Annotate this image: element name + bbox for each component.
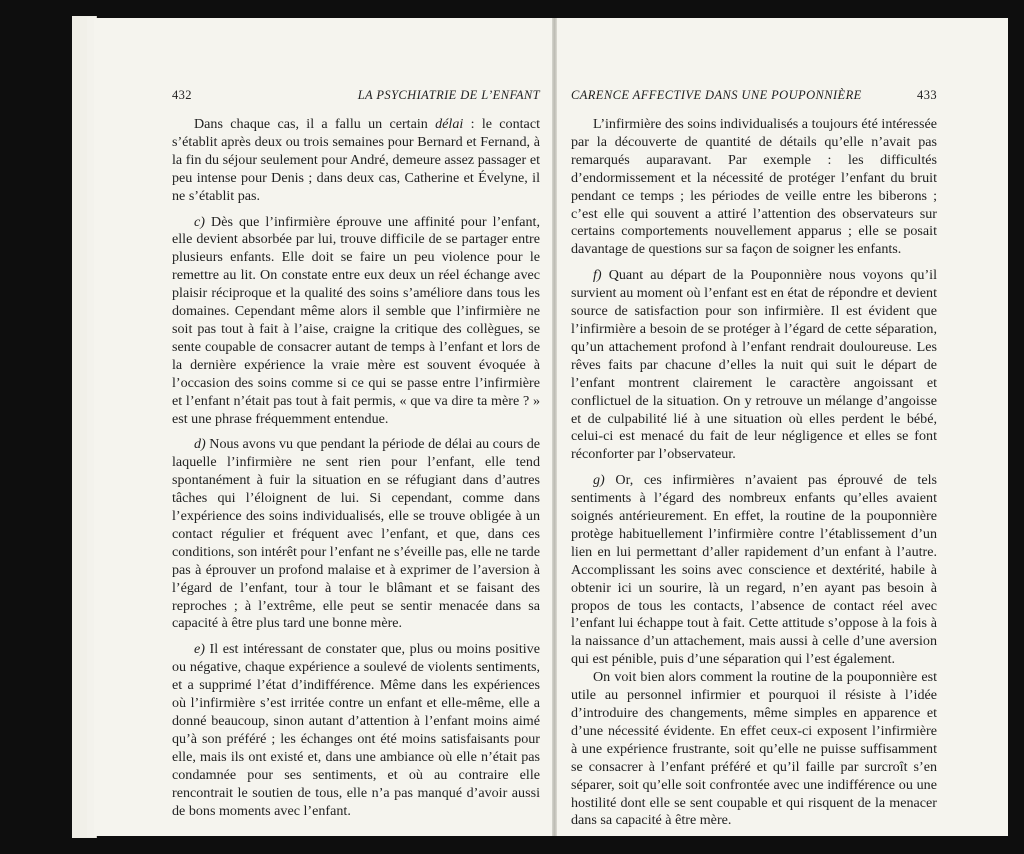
- paragraph-letter: f): [593, 267, 602, 284]
- right-running-title: CARENCE AFFECTIVE DANS UNE POUPONNIÈRE: [571, 88, 862, 102]
- left-page-number: 432: [172, 88, 192, 102]
- paragraph-g: g) Or, ces infirmières n’avaient pas éprouvé de tels sentiments à l’égard des nombreux enfants qu’elles avaient soignés antérieurement. En effet, la routine de la pouponnière protège habituellement l’infirmière contre l’établissement d’un lien en lui permettant d’aller rapidement d’un enfant à l’autre. Accomplissant les soins avec conscience et dextérité, habile à obtenir ici un sourire, là un regard, n’en ayant pas besoin à propos de tous les contacts, l’absence de contact réel avec l’enfant lui échappe tout à fait. Cette attitude s’oppose à la fois à la naissance d’un attachement, mais aussi à celle d’une aversion qui est pénible, puis d’une séparation qui l’est également.: [571, 472, 937, 668]
- paragraph: L’infirmière des soins individualisés a toujours été intéressée par la découverte de quantité de détails qu’elle n’avait pas remarqués auparavant. Par exemple : les difficultés d’endormissement et la nécessité de protéger l’enfant du bruit pendant ce temps ; les périodes de veille entre les biberons ; c’est elle qui souvent a attiré l’attention des observateurs sur certains comportements nouvellement apparus ; elle se posait davantage de questions sur sa façon de soigner les enfants.: [571, 116, 937, 258]
- left-running-title: LA PSYCHIATRIE DE L’ENFANT: [357, 88, 540, 102]
- right-page-number: 433: [917, 88, 937, 102]
- paragraph: On voit bien alors comment la routine de la pouponnière est utile au personnel infirmier et pourquoi il résiste à l’idée d’introduire des changements, même simples en apparence et d’une nécessité évidente. En effet ceux-ci exposent l’infirmière à une expérience frustrante, soit qu’elle ne puisse suffisamment se consacrer à l’enfant préféré et qu’il faille par surcroît s’en séparer, soit qu’elle soit confrontée avec une indifférence ou une hostilité dont elle se sent coupable et qui risquent de la menacer dans sa capacité à être mère.: [571, 669, 937, 829]
- left-text-column: [172, 116, 540, 828]
- paragraph-letter: e): [194, 641, 205, 658]
- paragraph-letter: d): [194, 436, 206, 453]
- book-gutter: [552, 18, 557, 836]
- paragraph-c: c) Dès que l’infirmière éprouve une affinité pour l’enfant, elle devient absorbée par lui, trouve difficile de se partager entre plusieurs enfants. Elle doit se faire un peu violence pour le remettre au lit. On constate entre eux deux un réel échange avec plaisir réciproque et la qualité des soins s’améliore dans tous les domaines. Cependant même alors il semble que l’infirmière ne soit pas tout à fait à l’aise, craigne la critique des collègues, se sente coupable de consacrer autant de temps à l’enfant et lors de la dernière expérience la vraie mère est souvent évoquée à l’occasion des soins comme si ce qui se passe entre l’infirmière et l’enfant n’était pas tout à fait permis, « que va dire ta mère ? » est une phrase fréquemment entendue.: [172, 213, 540, 427]
- paragraph-e: e) Il est intéressant de constater que, plus ou moins positive ou négative, chaque expérience a soulevé de violents sentiments, et a supprimé l’état d’indifférence. Même dans les expériences où l’infirmière s’est irritée contre un enfant et elle-même, elle a donné beaucoup, sinon autant d’attention à l’enfant moins aimé qu’à son préféré ; les échanges ont été moins satisfaisants pour elle, mais ils ont existé et, dans une ambiance où elle n’était pas condamnée pour ses sentiments, et où au contraire elle rencontrait le soutien de tous, elle n’a pas manqué d’avoir aussi de bons moments avec l’enfant.: [172, 641, 540, 819]
- emphasis-word: délai: [435, 116, 464, 132]
- paragraph-d: d) Nous avons vu que pendant la période de délai au cours de laquelle l’infirmière ne sent rien pour l’enfant, elle tend spontanément à fuir la situation en se réfugiant dans d’autres tâches qui l’éloignent de lui. Si cependant, comme dans l’expérience des soins individualisés, elle se trouve obligée à un contact régulier et fréquent avec l’enfant, et que, dans ces conditions, son intérêt pour l’enfant ne s’éveille pas, elle ne tarde pas à éprouver un profond malaise et à exprimer de l’aversion à l’égard de l’enfant, tour à tour le blâmant et se faisant des reproches ; à l’extrême, elle peut se sentir menacée dans sa capacité à être plus tard une bonne mère.: [172, 436, 540, 632]
- paragraph: Dans chaque cas, il a fallu un certain délai : le contact s’établit après deux ou trois semaines pour Bernard et Fernand, à la fin du séjour seulement pour André, demeure assez passager et peu intense pour Denis ; dans deux cas, Catherine et Évelyne, il ne s’établit pas.: [172, 116, 540, 204]
- left-running-head: [172, 88, 540, 103]
- paragraph-f: f) Quant au départ de la Pouponnière nous voyons qu’il survient au moment où l’enfant est en état de répondre et devient source de satisfaction pour son infirmière. Il est évident que l’infirmière a besoin de se protéger à l’égard de cette séparation, qu’un attachement profond à l’enfant rendrait douloureuse. Les rêves faits par chacune d’elles la nuit qui suit le départ de l’enfant montrent clairement le caractère angoissant et conflictuel de la situation. On y retrouve un mélange d’angoisse et de culpabilité lié à une situation où elles perdent le bébé, celui-ci est menacé du fait de leur négligence et elles se font réconforter par l’observateur.: [571, 267, 937, 463]
- right-running-head: [571, 88, 937, 103]
- right-text-column: [571, 116, 937, 838]
- paragraph-letter: c): [194, 213, 205, 230]
- paragraph-letter: g): [593, 472, 605, 489]
